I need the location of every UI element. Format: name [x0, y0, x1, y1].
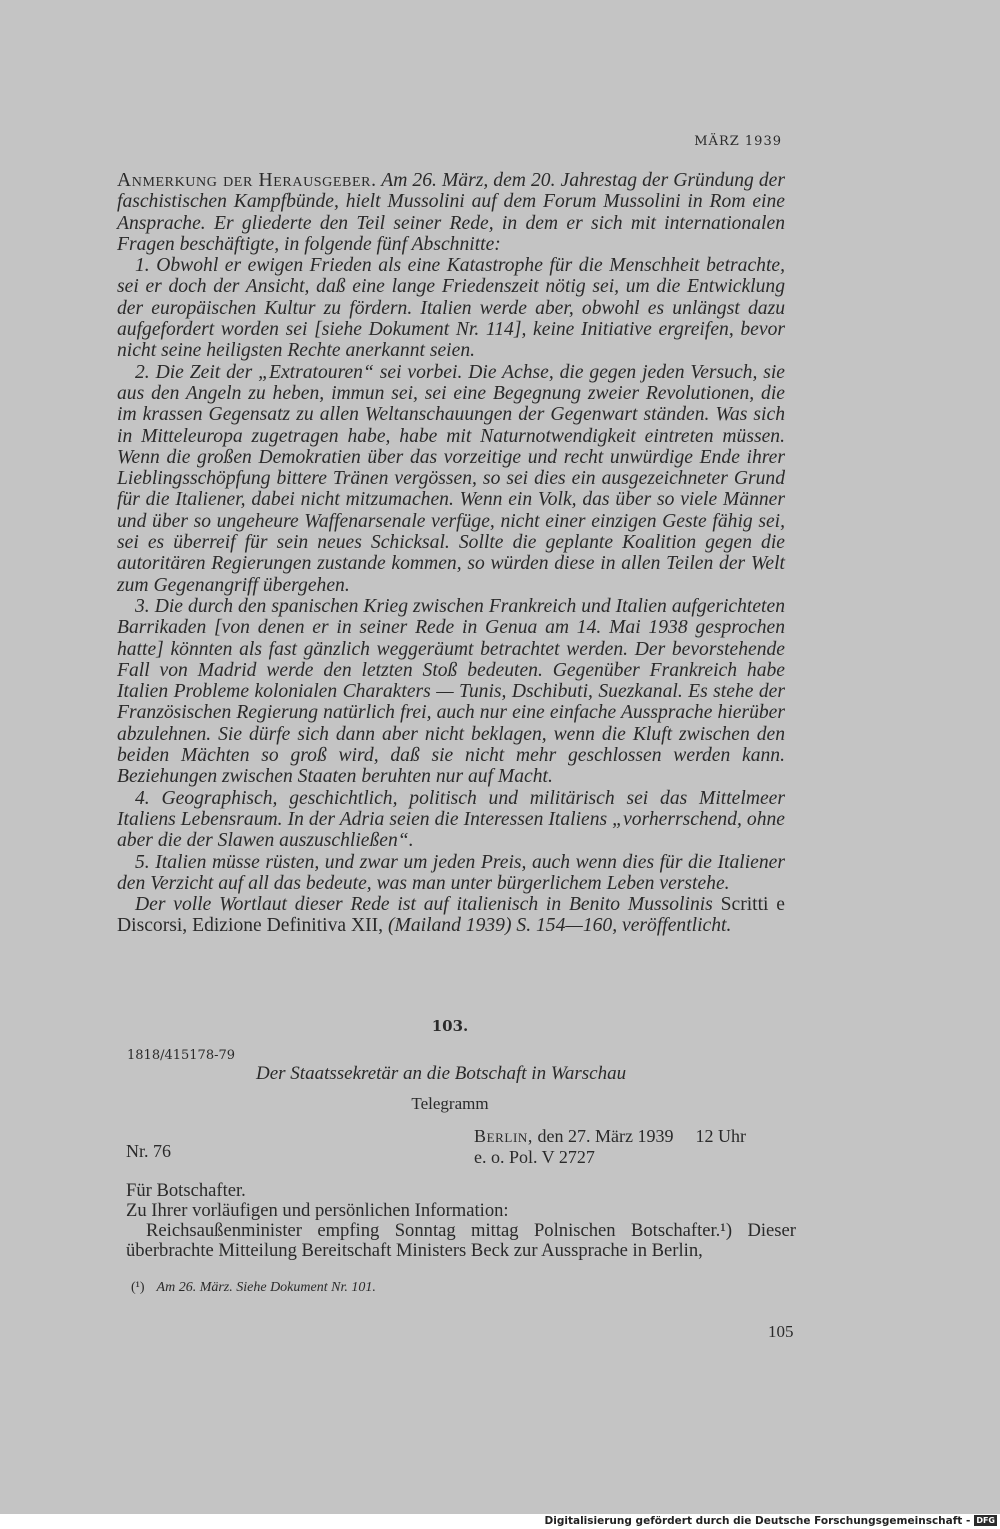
- footnote: [131, 1280, 376, 1296]
- document-kind: Telegramm: [411, 1094, 489, 1113]
- recipient-line: Für Botschafter.: [126, 1180, 246, 1201]
- date: den 27. März 1939: [532, 1126, 674, 1146]
- editor-note: [117, 170, 785, 937]
- body-text: Reichsaußenminister empfing Sonntag mittag Polnischen Botschafter.¹) Dieser überbrachte Mitteilung Bereitschaft Ministers Beck zur Aussprache in Berlin,: [126, 1220, 796, 1261]
- wortlaut-source: Scritti e Discorsi, Edizione Definitiva XII,: [117, 894, 785, 937]
- note-intro: [117, 170, 785, 255]
- place: Berlin,: [474, 1126, 533, 1146]
- body-line-1: Zu Ihrer vorläufigen und persönlichen Information:: [126, 1200, 509, 1221]
- note-point-2: 2. Die Zeit der „Extratouren“ sei vorbei. Die Achse, die gegen jeden Versuch, sie aus den Angeln zu heben, immun sei, sei eine Begegnung zweier Revolutionen, die im krassen Gegensatz zu allen Weltanschauungen der Gegenwart ständen. Was sich in Mitteleuropa zugetragen habe, habe mit Naturnotwendigkeit eintreten müssen. Wenn die großen Demokratien über das vorzeitige und recht unwürdige Ende ihrer Lieblingsschöpfung bittere Tränen vergössen, so sei dies ein ausgezeichneter Grund für die Italiener, dabei nicht mitzumachen. Wenn ein Volk, das über so viele Männer und über so ungeheure Waffenarsenale verfüge, nicht einer einzigen Geste fähig sei, sei es überreif für sein neues Schicksal. Sollte die geplante Koalition gegen die autoritären Regierungen zustande kommen, so würden diese in allen Teilen der Welt zum Gegenangriff übergehen.: [117, 361, 785, 596]
- document-number: 103.: [431, 1017, 469, 1035]
- note-label: Anmerkung der Herausgeber.: [117, 170, 377, 191]
- document-subject: Der Staatssekretär an die Botschaft in Warschau: [256, 1063, 627, 1084]
- time: 12 Uhr: [695, 1126, 746, 1146]
- note-point-1: 1. Obwohl er ewigen Frieden als eine Katastrophe für die Menschheit betrachte, sei er doch der Ansicht, daß eine lange Friedenszeit nötig sei, um die Entwicklung der europäischen Kultur zu fördern. Italien werde aber, obwohl es unlängst dazu aufgefordert worden sei [siehe Dokument Nr. 114], keine Initiative ergreifen, bevor nicht seine heiligsten Rechte anerkannt seien.: [117, 255, 785, 362]
- wortlaut-pre: Der volle Wortlaut dieser Rede ist auf italienisch in Benito Mussolinis: [135, 894, 721, 916]
- reference-code: e. o. Pol. V 2727: [474, 1147, 595, 1167]
- note-wortlaut: [117, 894, 785, 937]
- file-reference: 1818/415178-79: [127, 1048, 236, 1063]
- credit-text: Digitalisierung gefördert durch die Deutsche Forschungsgemeinschaft -: [544, 1515, 971, 1527]
- telegram-body: [126, 1181, 796, 1261]
- funding-credit-bar: [0, 1514, 1000, 1529]
- note-point-3: 3. Die durch den spanischen Krieg zwischen Frankreich und Italien aufgerichteten Barrikaden [von denen er in seiner Rede in Genua am 14. Mai 1938 gesprochen hatte] könnten als fast gänzlich weggeräumt betrachtet werden. Der bevorstehende Fall von Madrid werde den letzten Stoß bedeuten. Gegenüber Frankreich habe Italien Probleme kolonialen Charakters — Tunis, Dschibuti, Suezkanal. Es stehe der Französischen Regierung natürlich frei, auch nur eine einfache Aussprache hierüber abzulehnen. Sie dürfe sich dann aber nicht beklagen, wenn die Kluft zwischen den beiden Mächten so groß wird, daß sie nicht mehr geschlossen werden kann. Beziehungen zwischen Staaten beruhten nur auf Macht.: [117, 595, 785, 788]
- footnote-text: Am 26. März. Siehe Dokument Nr. 101.: [156, 1280, 376, 1295]
- telegram-number: Nr. 76: [126, 1141, 171, 1161]
- note-point-4: 4. Geographisch, geschichtlich, politisch und militärisch sei das Mittelmeer Italiens Lebensraum. In der Adria seien die Interessen Italiens „vorherrschend, ohne aber die der Slawen auszuschließen“.: [117, 787, 785, 852]
- dfg-logo-icon: DFG: [976, 1516, 995, 1525]
- wortlaut-post: (Mailand 1939) S. 154—160, veröffentlicht.: [383, 915, 732, 937]
- note-point-5: 5. Italien müsse rüsten, und zwar um jeden Preis, auch wenn dies für die Italiener den Verzicht auf all das bedeute, was man unter bürgerlichem Leben verstehe.: [117, 851, 785, 894]
- footnote-marker: (¹): [131, 1280, 145, 1295]
- page-number: 105: [768, 1322, 794, 1341]
- note-intro-text: Am 26. März, dem 20. Jahrestag der Gründung der faschistischen Kampfbünde, hielt Mussolini auf dem Forum Mussolini in Rom eine Ansprache. Er gliederte den Teil seiner Rede, in dem er sich mit internationalen Fragen beschäftigte, in folgende fünf Abschnitte:: [117, 170, 785, 255]
- running-header: MÄRZ 1939: [694, 134, 782, 149]
- place-date-block: [474, 1126, 746, 1168]
